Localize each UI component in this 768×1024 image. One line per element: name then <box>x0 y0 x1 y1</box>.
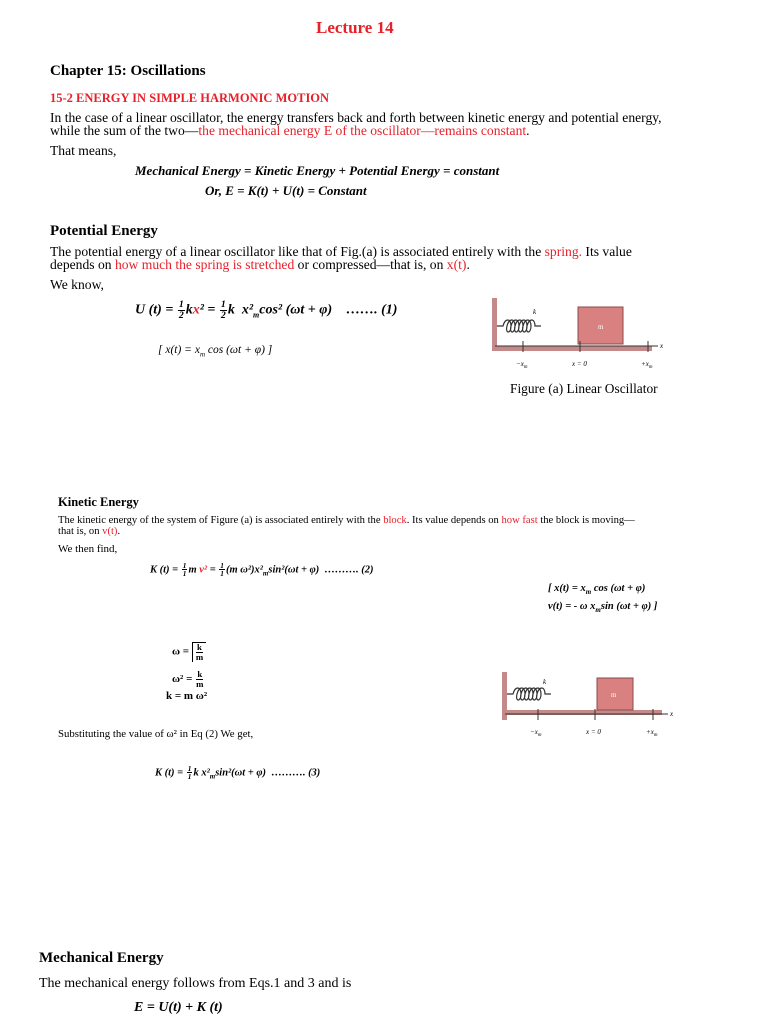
that-means: That means, <box>50 143 117 158</box>
omega-squared-equation: ω² = $\frac{k}{m}$ <box>172 669 204 689</box>
substitution-text: Substituting the value of ω² in Eq (2) We get, <box>58 728 254 740</box>
kinetic-line-1b: . Its value depends on <box>406 515 502 526</box>
potential-line-1-text: The potential energy of a linear oscillator like that of Fig.(a) is associated entirely with the <box>50 244 545 259</box>
figure-a-spring <box>497 320 541 332</box>
mechanical-energy-heading: Mechanical Energy <box>39 950 164 966</box>
figure-b-spring <box>507 688 551 700</box>
potential-line-2a: depends on <box>50 257 115 272</box>
potential-energy-heading: Potential Energy <box>50 223 158 239</box>
oscillator-figure-a <box>490 296 670 374</box>
omega-equation: ω = $\frac{k}{m}$ <box>172 642 206 662</box>
intro-line-2 <box>50 123 530 139</box>
k-equation: k = m ω² <box>166 690 208 702</box>
kinetic-energy-heading: Kinetic Energy <box>58 495 139 509</box>
bracket-x-head: [ x(t) = x <box>548 583 586 594</box>
equation-x-head: [ x(t) = x <box>158 344 200 356</box>
section-title: 15-2 ENERGY IN SIMPLE HARMONIC MOTION <box>50 91 330 105</box>
kinetic-line-1-howfast: how fast <box>501 515 538 526</box>
potential-line-2 <box>50 257 470 273</box>
figure-b-x-label: x <box>670 710 674 718</box>
we-then-find: We then find, <box>58 543 118 555</box>
figure-b-plus-xm: $+x_m$ <box>646 728 658 738</box>
figure-a-wall <box>492 298 497 348</box>
bracket-x-tail: cos (ωt + φ) <box>591 583 646 594</box>
figure-b-zero: x = 0 <box>586 728 601 736</box>
kinetic-line-1 <box>58 515 635 526</box>
bracket-x-of-t: [ $x(t) = x_m$ cos (ωt + φ) <box>548 583 646 597</box>
figure-b-k-label: k <box>543 678 547 686</box>
intro-line-2-highlight: the mechanical energy E of the oscillator—remains constant <box>198 123 527 138</box>
oscillator-figure-b <box>500 670 680 748</box>
equation-mechanical-energy: Mechanical Energy = Kinetic Energy + Potential Energy = constant <box>135 163 500 178</box>
equation-kinetic-final: K (t) = $\frac{1}{1}$ k $x^2_m\sin^2(\omega t + \varphi)$ ………. (3) <box>155 764 321 782</box>
bracket-v-of-t: v(t) = - ω $x_m\sin$ (ωt + φ) ] <box>548 601 658 615</box>
bracket-v-head: v(t) = - ω x <box>548 601 596 612</box>
figure-a-m-label: m <box>598 323 604 331</box>
chapter-title: Chapter 15: Oscillations <box>50 63 206 79</box>
equation-x-of-t: [ $x(t) = x_m$ cos (ωt + φ) ] <box>158 344 273 359</box>
figure-a-floor <box>492 346 652 351</box>
lecture-title: Lecture 14 <box>316 18 394 37</box>
potential-line-2c: . <box>466 257 470 272</box>
kinetic-line-2a: that is, on <box>58 526 103 537</box>
kinetic-line-1a: The kinetic energy of the system of Figure (a) is associated entirely with the <box>58 515 384 526</box>
potential-line-2b: or compressed—that is, on <box>294 257 447 272</box>
intro-line-2c: . <box>526 123 530 138</box>
potential-line-1-tail: Its value <box>582 244 632 259</box>
bracket-v-tail: sin (ωt + φ) ] <box>600 601 658 612</box>
figure-a-minus-xm: $-x_m$ <box>516 360 528 370</box>
figure-b-minus-xm: $-x_m$ <box>530 728 542 738</box>
intro-line-2a: while the sum of the two— <box>50 123 199 138</box>
equation-k-ref: ………. (2) <box>324 564 374 576</box>
figure-a-k-label: k <box>533 308 537 316</box>
equation-mechanical-total: E = U(t) + K (t) <box>134 1000 223 1015</box>
kinetic-line-1-block: block <box>383 515 407 526</box>
figure-a-zero: x = 0 <box>572 360 587 368</box>
figure-a-x-label: x <box>660 342 664 350</box>
kinetic-line-1c: the block is moving— <box>537 515 635 526</box>
intro-line-1: In the case of a linear oscillator, the energy transfers back and forth between kinetic energy and potential energy, <box>50 110 662 125</box>
potential-line-1-spring: spring. <box>544 244 583 259</box>
equation-potential-energy: U (t) = $\frac{1}{2}$ kx² = $\frac{1}{2}$ k $x^2_m\cos^2$ (ωt + φ) ……. (1) <box>135 299 398 321</box>
equation-u-ref: ……. (1) <box>346 302 398 318</box>
figure-a-caption: Figure (a) Linear Oscillator <box>510 381 658 396</box>
equation-kinetic-energy: K (t) = $\frac{1}{1}$ m v² = $\frac{1}{1}$ (m $\omega^2)x^2_m\sin^2(\omega t + \varphi)$ ………. (2) <box>150 561 374 579</box>
figure-a-plus-xm: $+x_m$ <box>641 360 653 370</box>
mechanical-energy-text: The mechanical energy follows from Eqs.1 and 3 and is <box>39 976 352 991</box>
equation-u-tail: cos² (ωt + φ) <box>259 302 333 318</box>
kinetic-line-2c: . <box>117 526 121 537</box>
potential-line-2-stretched: how much the spring is stretched <box>114 257 295 272</box>
equation-3-ref: ………. (3) <box>271 767 321 779</box>
potential-line-2-xt: x(t) <box>446 257 467 272</box>
kinetic-line-2-vt: v(t) <box>102 526 118 537</box>
figure-b-m-label: m <box>611 691 617 699</box>
equation-x-tail: cos (ωt + φ) ] <box>205 344 273 356</box>
kinetic-line-2 <box>58 526 120 537</box>
we-know: We know, <box>50 277 104 292</box>
equation-e-total: Or, E = K(t) + U(t) = Constant <box>205 183 367 198</box>
